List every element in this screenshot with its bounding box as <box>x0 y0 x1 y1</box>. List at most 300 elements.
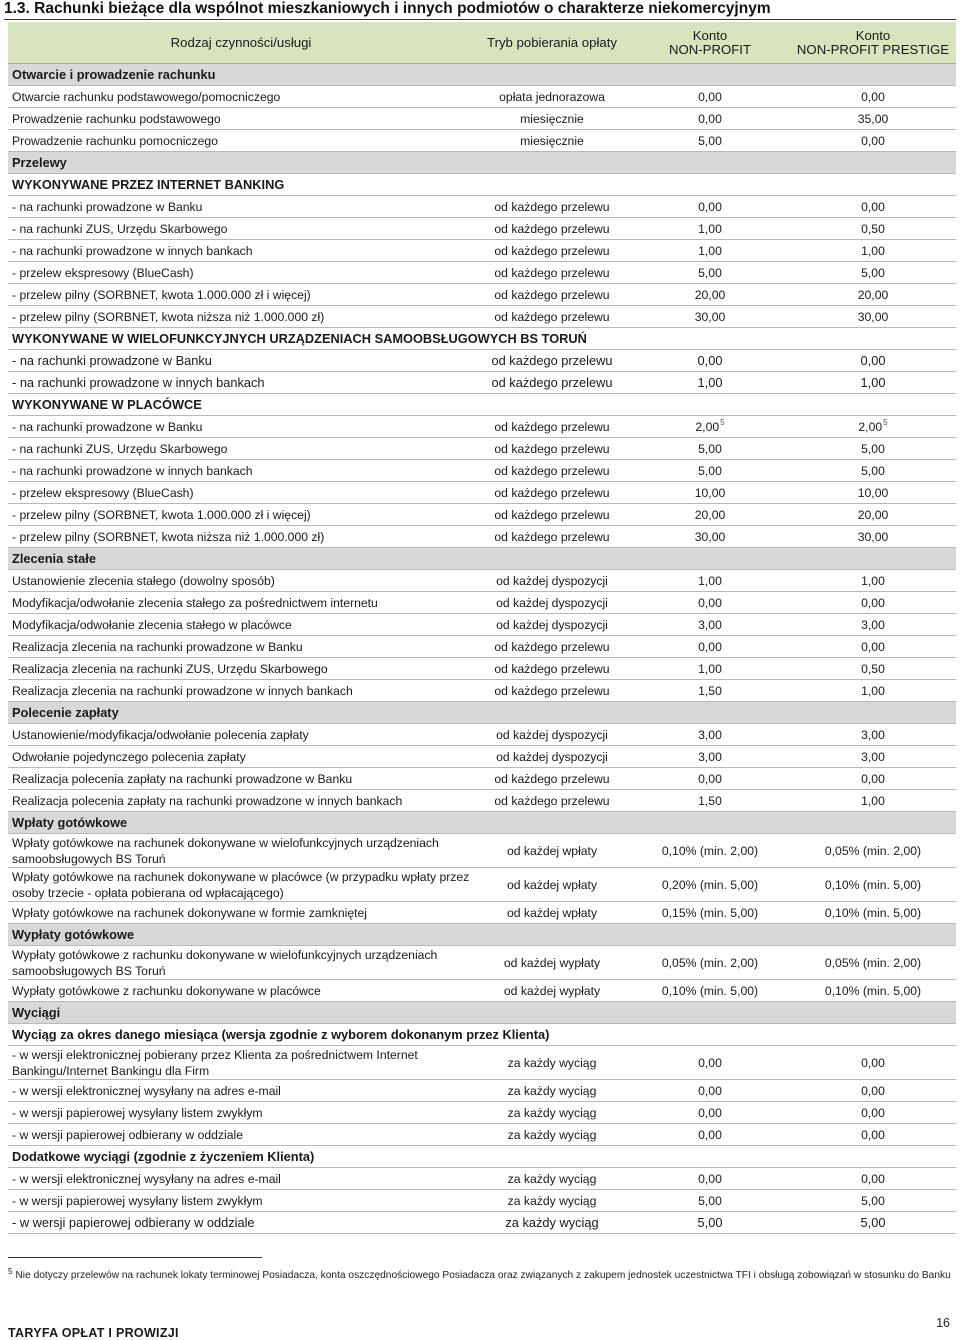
table-row <box>8 980 956 1002</box>
fee-non-profit-prestige-text: 20,00 <box>857 507 889 522</box>
service-description <box>8 438 474 460</box>
charge-mode-text: od każdego przelewu <box>494 265 610 280</box>
fee-non-profit-text: 1,00 <box>698 221 722 236</box>
fee-non-profit-prestige-text: 2,00 <box>858 419 883 434</box>
charge-mode <box>474 614 630 636</box>
fee-non-profit-text: 5,00 <box>698 265 722 280</box>
section-title: Wyciągi <box>8 1002 956 1024</box>
fee-non-profit-text: 5,00 <box>698 441 722 456</box>
fee-non-profit-text: 20,00 <box>694 507 726 522</box>
charge-mode-text: od każdego przelewu <box>494 199 610 214</box>
table-row <box>8 240 956 262</box>
service-description-text: - w wersji elektronicznej wysyłany na adres e-mail <box>12 1083 281 1098</box>
subsection-header-row <box>8 1024 956 1046</box>
charge-mode-text: od każdego przelewu <box>491 374 613 390</box>
fee-non-profit-prestige <box>790 724 956 746</box>
table-row <box>8 724 956 746</box>
header-non-profit-line1: Konto <box>692 27 728 43</box>
fee-non-profit-prestige-text: 0,00 <box>861 595 885 610</box>
table-row <box>8 306 956 328</box>
fee-non-profit-text: 0,00 <box>698 111 722 126</box>
service-description-text: - przelew pilny (SORBNET, kwota 1.000.000 zł i więcej) <box>12 287 311 302</box>
charge-mode-text: od każdej dyspozycji <box>496 617 608 632</box>
header-prestige-line2: NON-PROFIT PRESTIGE <box>796 41 950 57</box>
service-description <box>8 196 474 218</box>
fee-non-profit-prestige-text: 0,05% (min. 2,00) <box>824 955 922 970</box>
table-row <box>8 1102 956 1124</box>
fee-non-profit-prestige <box>790 658 956 680</box>
charge-mode <box>474 570 630 592</box>
subsection-title: WYKONYWANE PRZEZ INTERNET BANKING <box>8 174 956 196</box>
fee-non-profit-prestige <box>790 504 956 526</box>
charge-mode-text: od każdej wpłaty <box>506 905 598 920</box>
fee-non-profit-prestige <box>790 592 956 614</box>
charge-mode-text: od każdej dyspozycji <box>496 749 608 764</box>
section-title: Polecenie zapłaty <box>8 702 956 724</box>
fee-non-profit <box>630 790 790 812</box>
fee-non-profit-text: 0,10% (min. 2,00) <box>661 843 759 858</box>
fee-non-profit-text: 1,00 <box>698 573 722 588</box>
fee-non-profit-prestige <box>790 196 956 218</box>
charge-mode <box>474 1212 630 1234</box>
charge-mode <box>474 218 630 240</box>
section-header-row <box>8 548 956 570</box>
service-description <box>8 570 474 592</box>
fee-non-profit-prestige-text: 5,00 <box>861 1193 885 1208</box>
fee-non-profit <box>630 416 790 438</box>
charge-mode <box>474 482 630 504</box>
charge-mode-text: od każdego przelewu <box>494 221 610 236</box>
fee-non-profit-prestige-text: 3,00 <box>861 727 885 742</box>
section-header-row <box>8 812 956 834</box>
fee-non-profit-prestige <box>790 306 956 328</box>
fee-non-profit-prestige-text: 5,00 <box>861 441 885 456</box>
table-row <box>8 1212 956 1234</box>
fee-non-profit-prestige <box>790 636 956 658</box>
fee-non-profit-text: 1,00 <box>697 374 723 390</box>
charge-mode <box>474 372 630 394</box>
fee-non-profit-prestige <box>790 614 956 636</box>
fee-non-profit <box>630 746 790 768</box>
header-non-profit-prestige <box>790 22 956 64</box>
charge-mode <box>474 460 630 482</box>
fee-non-profit-prestige <box>790 284 956 306</box>
charge-mode <box>474 416 630 438</box>
service-description-text: Realizacja polecenia zapłaty na rachunki prowadzone w innych bankach <box>12 793 403 808</box>
charge-mode <box>474 768 630 790</box>
charge-mode <box>474 262 630 284</box>
table-row <box>8 218 956 240</box>
charge-mode-text: opłata jednorazowa <box>499 89 605 104</box>
fee-non-profit-prestige <box>790 218 956 240</box>
fee-non-profit-text: 30,00 <box>694 529 726 544</box>
service-description <box>8 306 474 328</box>
fee-non-profit <box>630 680 790 702</box>
fee-non-profit-prestige-text: 1,00 <box>861 683 885 698</box>
table-row <box>8 1190 956 1212</box>
service-description-text: - na rachunki ZUS, Urzędu Skarbowego <box>12 221 228 236</box>
fee-non-profit <box>630 350 790 372</box>
service-description-text: - na rachunki prowadzone w Banku <box>12 352 212 368</box>
charge-mode-text: od każdego przelewu <box>494 485 610 500</box>
service-description-text: Odwołanie pojedynczego polecenia zapłaty <box>12 749 246 764</box>
service-description <box>8 1124 474 1146</box>
fee-non-profit <box>630 240 790 262</box>
fee-non-profit-text: 3,00 <box>698 749 722 764</box>
charge-mode <box>474 504 630 526</box>
charge-mode <box>474 980 630 1002</box>
charge-mode <box>474 636 630 658</box>
fee-non-profit-text: 1,00 <box>698 661 722 676</box>
table-row <box>8 416 956 438</box>
fee-non-profit <box>630 1168 790 1190</box>
subsection-header-row <box>8 394 956 416</box>
charge-mode <box>474 284 630 306</box>
fee-non-profit-text: 0,00 <box>697 352 723 368</box>
fee-non-profit-text: 3,00 <box>698 727 722 742</box>
service-description <box>8 372 474 394</box>
fee-non-profit <box>630 526 790 548</box>
service-description-text: - przelew pilny (SORBNET, kwota niższa niż 1.000.000 zł) <box>12 529 325 544</box>
table-row <box>8 108 956 130</box>
service-description <box>8 946 474 980</box>
fee-non-profit-text: 0,05% (min. 2,00) <box>661 955 759 970</box>
fee-non-profit <box>630 438 790 460</box>
fee-non-profit-prestige <box>790 1046 956 1080</box>
fee-non-profit-text: 1,00 <box>698 243 722 258</box>
fee-non-profit-prestige-text: 0,00 <box>860 352 886 368</box>
fee-non-profit <box>630 1102 790 1124</box>
fee-non-profit-prestige <box>790 1212 956 1234</box>
charge-mode <box>474 680 630 702</box>
service-description <box>8 680 474 702</box>
fee-non-profit <box>630 86 790 108</box>
fee-non-profit-prestige <box>790 746 956 768</box>
fee-non-profit-prestige <box>790 1124 956 1146</box>
fee-non-profit <box>630 980 790 1002</box>
fee-non-profit <box>630 196 790 218</box>
service-description-text: Wypłaty gotówkowe z rachunku dokonywane w wielofunkcyjnych urządzeniach samoobsługowych BS Toruń <box>12 947 438 978</box>
table-row <box>8 680 956 702</box>
charge-mode-text: od każdego przelewu <box>494 507 610 522</box>
fee-non-profit-text: 0,00 <box>698 639 722 654</box>
table-row <box>8 130 956 152</box>
charge-mode-text: od każdej dyspozycji <box>496 573 608 588</box>
table-row <box>8 438 956 460</box>
section-header-row <box>8 152 956 174</box>
fee-non-profit-text: 5,00 <box>698 1193 722 1208</box>
fee-table <box>8 22 956 1234</box>
fee-non-profit-text: 3,00 <box>698 617 722 632</box>
charge-mode <box>474 1080 630 1102</box>
table-row <box>8 592 956 614</box>
table-row <box>8 86 956 108</box>
fee-non-profit-text: 0,00 <box>698 595 722 610</box>
fee-non-profit <box>630 636 790 658</box>
fee-non-profit-prestige <box>790 1102 956 1124</box>
charge-mode-text: od każdej dyspozycji <box>496 727 608 742</box>
fee-non-profit-prestige-text: 5,00 <box>861 463 885 478</box>
charge-mode <box>474 438 630 460</box>
fee-non-profit-prestige <box>790 350 956 372</box>
fee-non-profit-prestige-text: 0,00 <box>861 771 885 786</box>
table-row <box>8 1124 956 1146</box>
section-header-row <box>8 64 956 86</box>
charge-mode <box>474 746 630 768</box>
section-title: Wpłaty gotówkowe <box>8 812 956 834</box>
service-description <box>8 1212 474 1234</box>
header-charge-mode: Tryb pobierania opłaty <box>474 22 630 64</box>
charge-mode-text: od każdego przelewu <box>494 419 610 434</box>
charge-mode-text: od każdego przelewu <box>494 661 610 676</box>
charge-mode-text: za każdy wyciąg <box>507 1171 597 1186</box>
fee-non-profit-prestige <box>790 680 956 702</box>
table-row <box>8 262 956 284</box>
service-description-text: Wypłaty gotówkowe z rachunku dokonywane w placówce <box>12 983 321 998</box>
fee-non-profit-prestige <box>790 482 956 504</box>
table-row <box>8 526 956 548</box>
fee-non-profit-prestige-text: 0,00 <box>861 1171 885 1186</box>
service-description-text: - na rachunki prowadzone w innych bankach <box>12 243 253 258</box>
fee-non-profit-prestige <box>790 946 956 980</box>
section-title: Wypłaty gotówkowe <box>8 924 956 946</box>
table-row <box>8 372 956 394</box>
fee-non-profit-prestige <box>790 460 956 482</box>
service-description <box>8 504 474 526</box>
service-description-text: Modyfikacja/odwołanie zlecenia stałego w placówce <box>12 617 292 632</box>
fee-non-profit-text: 5,00 <box>697 1214 723 1230</box>
charge-mode-text: od każdej wypłaty <box>503 983 601 998</box>
service-description <box>8 350 474 372</box>
fee-non-profit-prestige <box>790 130 956 152</box>
subsection-header-row <box>8 328 956 350</box>
fee-non-profit-prestige <box>790 262 956 284</box>
fee-non-profit-prestige <box>790 416 956 438</box>
fee-non-profit <box>630 614 790 636</box>
fee-non-profit-text: 0,00 <box>698 199 722 214</box>
fee-non-profit-text: 0,00 <box>698 771 722 786</box>
fee-non-profit <box>630 1124 790 1146</box>
table-row <box>8 570 956 592</box>
charge-mode <box>474 834 630 868</box>
charge-mode-text: od każdej dyspozycji <box>496 595 608 610</box>
subsection-title: Wyciąg za okres danego miesiąca (wersja zgodnie z wyborem dokonanym przez Klienta) <box>8 1024 956 1046</box>
fee-non-profit-prestige-text: 0,05% (min. 2,00) <box>824 843 922 858</box>
charge-mode-text: od każdej wpłaty <box>506 843 598 858</box>
subsection-header-row <box>8 1146 956 1168</box>
fee-non-profit-prestige-text: 0,10% (min. 5,00) <box>824 905 922 920</box>
section-title: Przelewy <box>8 152 956 174</box>
header-prestige-line1: Konto <box>855 27 891 43</box>
table-row <box>8 834 956 868</box>
service-description <box>8 130 474 152</box>
table-row <box>8 902 956 924</box>
fee-non-profit <box>630 902 790 924</box>
fee-non-profit <box>630 460 790 482</box>
service-description-text: Realizacja zlecenia na rachunki ZUS, Urzędu Skarbowego <box>12 661 328 676</box>
footer-label: TARYFA OPŁAT I PROWIZJI <box>8 1326 179 1340</box>
service-description-text: Ustanowienie/modyfikacja/odwołanie polecenia zapłaty <box>12 727 309 742</box>
fee-non-profit <box>630 1190 790 1212</box>
service-description <box>8 790 474 812</box>
header-non-profit-line2: NON-PROFIT <box>668 41 752 57</box>
fee-non-profit-text: 0,00 <box>698 1055 722 1070</box>
fee-non-profit-text: 0,00 <box>698 1171 722 1186</box>
fee-non-profit-prestige <box>790 1190 956 1212</box>
service-description-text: - na rachunki prowadzone w innych bankach <box>12 374 265 390</box>
table-row <box>8 460 956 482</box>
charge-mode-text: od każdej wypłaty <box>503 955 601 970</box>
fee-non-profit <box>630 262 790 284</box>
service-description <box>8 240 474 262</box>
service-description-text: - przelew pilny (SORBNET, kwota 1.000.000 zł i więcej) <box>12 507 311 522</box>
charge-mode <box>474 1168 630 1190</box>
service-description-text: - na rachunki prowadzone w Banku <box>12 199 203 214</box>
charge-mode-text: za każdy wyciąg <box>507 1055 597 1070</box>
charge-mode-text: od każdego przelewu <box>491 352 613 368</box>
fee-non-profit <box>630 868 790 902</box>
charge-mode <box>474 196 630 218</box>
fee-non-profit-prestige-text: 0,00 <box>861 199 885 214</box>
charge-mode-text: od każdego przelewu <box>494 463 610 478</box>
charge-mode <box>474 350 630 372</box>
fee-non-profit-prestige-text: 1,00 <box>861 573 885 588</box>
section-header-row <box>8 1002 956 1024</box>
footnote-separator <box>8 1257 262 1258</box>
charge-mode <box>474 1102 630 1124</box>
fee-non-profit-prestige <box>790 902 956 924</box>
service-description <box>8 746 474 768</box>
charge-mode <box>474 790 630 812</box>
service-description <box>8 902 474 924</box>
service-description-text: - w wersji papierowej wysyłany listem zwykłym <box>12 1193 263 1208</box>
service-description-text: - w wersji papierowej odbierany w oddziale <box>12 1127 243 1142</box>
charge-mode <box>474 1046 630 1080</box>
fee-non-profit <box>630 482 790 504</box>
fee-non-profit <box>630 108 790 130</box>
service-description-text: - w wersji papierowej odbierany w oddziale <box>12 1214 255 1230</box>
subsection-title: Dodatkowe wyciągi (zgodnie z życzeniem Klienta) <box>8 1146 956 1168</box>
fee-non-profit <box>630 1212 790 1234</box>
charge-mode-text: za każdy wyciąg <box>507 1083 597 1098</box>
fee-non-profit <box>630 306 790 328</box>
section-header-row <box>8 924 956 946</box>
fee-non-profit-prestige-text: 0,50 <box>861 221 885 236</box>
charge-mode <box>474 724 630 746</box>
title-underline <box>4 19 956 20</box>
service-description <box>8 980 474 1002</box>
fee-non-profit-text: 30,00 <box>694 309 726 324</box>
charge-mode-text: za każdy wyciąg <box>507 1127 597 1142</box>
fee-non-profit <box>630 504 790 526</box>
fee-non-profit <box>630 592 790 614</box>
service-description-text: - w wersji elektronicznej wysyłany na adres e-mail <box>12 1171 281 1186</box>
service-description <box>8 108 474 130</box>
fee-non-profit-text: 20,00 <box>694 287 726 302</box>
page-number: 16 <box>936 1316 950 1330</box>
fee-non-profit <box>630 130 790 152</box>
charge-mode <box>474 306 630 328</box>
fee-non-profit-text: 10,00 <box>694 485 726 500</box>
fee-non-profit-prestige <box>790 526 956 548</box>
fee-non-profit-text: 0,15% (min. 5,00) <box>661 905 759 920</box>
fee-non-profit-prestige-text: 3,00 <box>861 749 885 764</box>
service-description-text: Realizacja zlecenia na rachunki prowadzone w Banku <box>12 639 303 654</box>
fee-non-profit-text: 0,10% (min. 5,00) <box>661 983 759 998</box>
fee-non-profit-prestige-text: 30,00 <box>857 309 889 324</box>
fee-non-profit-prestige-text: 0,50 <box>861 661 885 676</box>
service-description <box>8 416 474 438</box>
fee-non-profit-prestige <box>790 868 956 902</box>
charge-mode-text: od każdego przelewu <box>494 529 610 544</box>
service-description-text: - w wersji elektronicznej pobierany przez Klienta za pośrednictwem Internet Bankingu/Internet Bankingu dla Firm <box>12 1047 418 1078</box>
charge-mode <box>474 1190 630 1212</box>
charge-mode-text: za każdy wyciąg <box>507 1105 597 1120</box>
service-description <box>8 614 474 636</box>
service-description <box>8 592 474 614</box>
table-row <box>8 504 956 526</box>
charge-mode-text: od każdego przelewu <box>494 683 610 698</box>
charge-mode <box>474 86 630 108</box>
fee-non-profit-prestige-text: 0,10% (min. 5,00) <box>824 983 922 998</box>
fee-non-profit-prestige-text: 0,00 <box>861 133 885 148</box>
charge-mode-text: od każdego przelewu <box>494 793 610 808</box>
service-description-text: - na rachunki ZUS, Urzędu Skarbowego <box>12 441 228 456</box>
fee-non-profit-prestige <box>790 372 956 394</box>
service-description-text: Wpłaty gotówkowe na rachunek dokonywane w placówce (w przypadku wpłaty przez osoby trzecie - opłata pobierana od wpłacającego) <box>12 869 470 900</box>
fee-non-profit-text: 2,00 <box>695 419 720 434</box>
service-description-text: Modyfikacja/odwołanie zlecenia stałego za pośrednictwem internetu <box>12 595 378 610</box>
fee-non-profit <box>630 834 790 868</box>
service-description-text: - przelew pilny (SORBNET, kwota niższa niż 1.000.000 zł) <box>12 309 325 324</box>
fee-non-profit-prestige-text: 20,00 <box>857 287 889 302</box>
fee-non-profit-prestige-text: 35,00 <box>857 111 889 126</box>
charge-mode-text: za każdy wyciąg <box>507 1193 597 1208</box>
footnote-reference: 5 <box>883 418 888 428</box>
section-title: Zlecenia stałe <box>8 548 956 570</box>
service-description <box>8 1046 474 1080</box>
service-description-text: Otwarcie rachunku podstawowego/pomocniczego <box>12 89 281 104</box>
charge-mode <box>474 108 630 130</box>
header-non-profit <box>630 22 790 64</box>
charge-mode <box>474 130 630 152</box>
fee-non-profit <box>630 218 790 240</box>
service-description-text: - na rachunki prowadzone w Banku <box>12 419 203 434</box>
fee-non-profit-prestige <box>790 768 956 790</box>
service-description <box>8 482 474 504</box>
charge-mode-text: od każdego przelewu <box>494 243 610 258</box>
fee-non-profit-text: 5,00 <box>698 133 722 148</box>
fee-non-profit <box>630 1046 790 1080</box>
footnote <box>8 1268 952 1284</box>
fee-non-profit-prestige-text: 0,00 <box>861 1127 885 1142</box>
service-description <box>8 834 474 868</box>
table-row <box>8 1080 956 1102</box>
service-description <box>8 86 474 108</box>
service-description-text: Prowadzenie rachunku podstawowego <box>12 111 221 126</box>
fee-non-profit-text: 0,00 <box>698 89 722 104</box>
fee-non-profit-text: 0,00 <box>698 1127 722 1142</box>
service-description-text: - w wersji papierowej wysyłany listem zwykłym <box>12 1105 263 1120</box>
fee-non-profit <box>630 946 790 980</box>
table-row <box>8 746 956 768</box>
fee-non-profit <box>630 570 790 592</box>
fee-non-profit-prestige-text: 1,00 <box>861 243 885 258</box>
fee-non-profit-text: 0,20% (min. 5,00) <box>661 877 759 892</box>
service-description-text: - przelew ekspresowy (BlueCash) <box>12 485 194 500</box>
header-service-type: Rodzaj czynności/usługi <box>8 22 474 64</box>
fee-non-profit-prestige-text: 5,00 <box>861 265 885 280</box>
